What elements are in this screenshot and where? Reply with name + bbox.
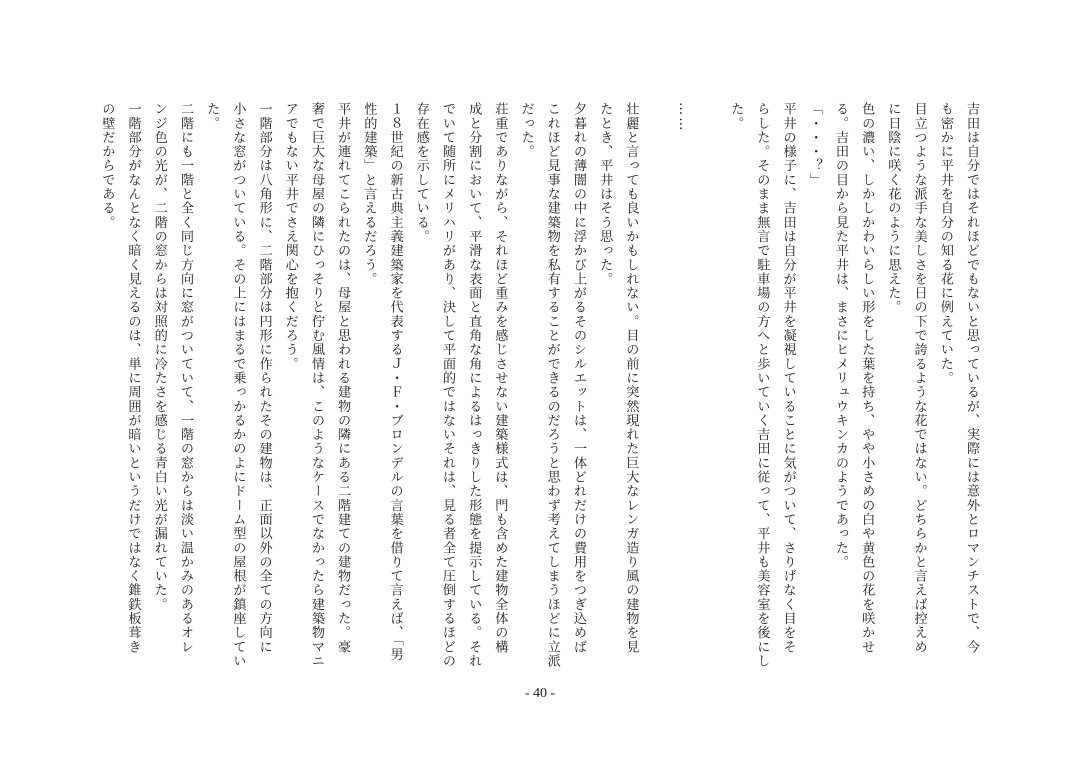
text-line: 一階部分がなんとなく暗く見えるのは、単に周囲が暗いというだけではなく錐鉄板葺き (125, 102, 141, 654)
text-line: これほど見事な建築物を私有することができるのだろうと思わず考えてしまうほどに立派 (544, 102, 560, 668)
text-line: 平井の様子に、吉田は自分が平井を凝視していることに気がついて、さりげなく目をそ (780, 102, 796, 654)
text-line: 「・・・？」 (806, 102, 822, 187)
text-line: 成と分割において、平滑な表面と直角な角によるはっきりした形態を提示している。それ (466, 102, 482, 668)
text-line: たとき、平井はそう思った。 (597, 102, 613, 286)
text-line: 奢で巨大な母屋の隣にひっそりと佇む風情は、このようなケースでなかったら建築物マニ (308, 102, 324, 668)
text-line: らした。そのまま無言で駐車場の方へと歩いていく吉田に従って、平井も美容室を後にし (754, 102, 770, 668)
blank-line (643, 102, 669, 692)
text-line: 性的建築」と言えるだろう。 (361, 102, 377, 286)
text-line: 夕暮れの薄闇の中に浮かび上がるそのシルエットは、一体どれだけの費用をつぎ込めば (570, 102, 586, 654)
blank-line (696, 102, 722, 692)
scene-separator: …… (675, 102, 691, 133)
text-line: た。 (728, 102, 744, 131)
text-line: だった。 (518, 102, 534, 159)
text-line: 一階部分は八角形に、二階部分は円形に作られたその建物は、正面以外の全ての方向に (256, 102, 272, 654)
text-line: アでもない平井でさえ関心を抱くだろう。 (282, 102, 298, 371)
text-line: に日陰に咲く花のように思えた。 (885, 102, 901, 315)
text-line: も密かに平井を自分の知る花に例えていた。 (937, 102, 953, 385)
text-line: の壁だからである。 (99, 102, 115, 230)
text-line: 吉田は自分ではそれほどでもないと思っているが、実際には意外とロマンチストで、今 (964, 102, 979, 654)
text-line: る。吉田の目から見た平井は、まさにヒメリュウキンカのようであった。 (832, 102, 848, 569)
text-line: 平井が連れてこられたのは、母屋と思われる建物の隣にある二階建ての建物だった。豪 (335, 102, 351, 654)
text-line: 二階にも一階と全く同じ方向に窓がついていて、一階の窓からは淡い温かみのあるオレ (177, 102, 193, 654)
text-line: 小さな窓がついている。その上にはまるで乗っかるかのよにドーム型の屋根が鎮座してい (230, 102, 246, 668)
text-line: た。 (204, 102, 220, 131)
text-line: 色の濃い、しかしかわいらしい形をした葉を持ち、やや小さめの白や黄色の花を咲かせ (859, 102, 875, 654)
page-number: - 40 - (524, 686, 556, 701)
text-line: 壮麗と言っても良いかもしれない。目の前に突然現れた巨大なレンガ造り風の建物を見 (623, 102, 639, 654)
text-line: ンジ色の光が、二階の窓からは対照的に冷たさを感じる青白い光が漏れていた。 (151, 102, 167, 612)
vertical-body-text (93, 102, 984, 692)
text-line: １８世紀の新古典主義建築家を代表するＪ・Ｆ・ブロンデルの言葉を借りて言えば、「男 (387, 102, 403, 662)
text-line: 存在感を示している。 (413, 102, 429, 244)
text-line: 目立つような派手な美しさを日の下で誇るような花ではない。どちらかと言えば控えめ (911, 102, 927, 654)
text-line: 荘重でありながら、それほど重みを感じさせない建築様式は、門も含めた建物全体の構 (492, 102, 508, 654)
text-line: でいて随所にメリハリがあり、決して平面的ではないそれは、見る者全て圧倒するほどの (439, 102, 455, 668)
